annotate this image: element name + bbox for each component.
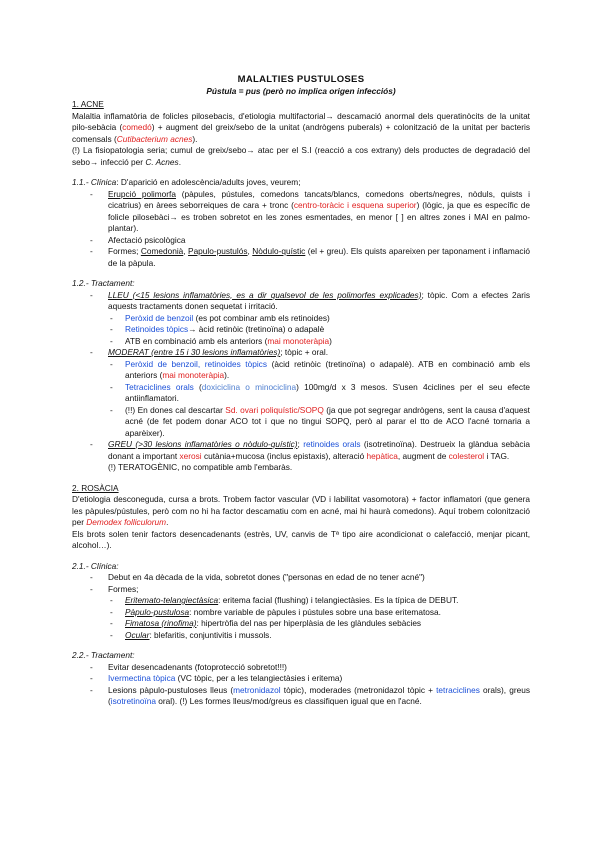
- list-item: - Erupció polimorfa (pàpules, pústules, comedons tancats/blancs, comedons oberts/negres, nòduls, quists i cicatrius) en àrees seborreiques de cara + tronc (centro-toràcic i esquena superior) (lògic, ja que es específic de folicle pilosebàci→ es troben sobretot en les zones esmentades, en menor [ ] en altres zones i MAI en palmo-plantar).: [72, 189, 530, 235]
- list-item: - Lesions pàpulo-pustuloses lleus (metronidazol tòpic), moderades (metronidazol tòpic + tetraciclines orals), greus (isotretinoïna oral). (!) Les formes lleus/mod/greus es classifiquen igual que en l'acné.: [72, 685, 530, 708]
- rosacia-triggers: Els brots solen tenir factors desencadenants (estrès, UV, canvis de Tª tipo aire acondicionat o calefacció, menjar picant, alcohol…).: [72, 528, 530, 550]
- sub-list: [108, 595, 530, 641]
- acne-clinica: 1.1.- Clínica: D'aparició en adolescència/adults joves, veurem;: [72, 177, 301, 187]
- list-item: - Debut en 4a dècada de la vida, sobretot dones ("personas en edad de no tener acné"): [72, 572, 530, 584]
- list-item: - GREU (>30 lesions inflamatòries o nòdulo-quístic); retinoides orals (isotretinoïna). Destrueix la glàndua sebàcia donant a important xerosi cutània+mucosa (inclus epistaxis), alteració hepàtica, augment de colesterol i TAG. (!) TERATOGÈNIC, no compatible amb l'embaràs.: [72, 439, 530, 474]
- rosacia-tractament-heading: 2.2.- Tractament:: [72, 650, 135, 660]
- list-item: - MODERAT (entre 15 i 30 lesions inflamatòries); tòpic + oral. - Peròxid de benzoil, retinoides tòpics (àcid retinòic (tretinoïna) o adapalè). ATB en combinació amb els anteriors (mai monoteràpia). - Tetraciclines orals (doxiciclina o minociclina) 100mg/d x 3 mesos. S'usen 4ciclines per el seu efecte antiinflamatori. - (!!) En dones cal descartar Sd. ovari poliquístic/SOPQ (ja que pot segregar andrògens, sent la causa d'aquest acné (de fet podem donar ACO tot i que no tingui SOPQ, però al parar el tto de ACO l'acné tornaria a aparèixer).: [72, 347, 530, 439]
- list-item: - Ocular: blefaritis, conjuntivitis i mussols.: [108, 630, 530, 642]
- list-item: - Afectació psicològica: [72, 235, 530, 247]
- section-heading-rosacia: 2. ROSÀCIA: [72, 482, 119, 493]
- sub-list: [108, 313, 530, 348]
- list-item: - Formes; Comedonià, Papulo-pustulós, Nòdulo-quístic (el + greu). Els quists apareixen per taponament i inflamació de la pàpula.: [72, 246, 530, 269]
- rosacia-intro: D'etiologia desconeguda, cursa a brots. Trobem factor vascular (VD i labilitat vasomotora) + factor inflamatori (que genera les pàpules/pústules, però com no hi ha factor descamatiu com en acné, mai hi haurà comedons). Aquí trobem colonització per Demodex folliculorum.: [72, 494, 530, 527]
- list-item: - Tetraciclines orals (doxiciclina o minociclina) 100mg/d x 3 mesos. S'usen 4ciclines per el seu efecte antiinflamatori.: [108, 382, 530, 405]
- document-title: MALALTIES PUSTULOSES: [237, 74, 365, 85]
- list-item: - Retinoides tòpics→ àcid retinòic (tretinoïna) o adapalè: [108, 324, 530, 336]
- acne-tractament-list: [72, 290, 530, 474]
- list-item: - LLEU (<15 lesions inflamatòries, es a dir qualsevol de les polimorfes explicades); tòpic. Com a efectes 2aris aquests tractaments donen sequetat i irritació. - Peròxid de benzoil (es pot combinar amb els retinoides) - Retinoides tòpics→ àcid retinòic (tretinoïna) o adapalè - ATB en combinació amb els anteriors (mai monoteràpia): [72, 290, 530, 348]
- acne-clinica-list: [72, 189, 530, 270]
- list-item: - Evitar desencadenants (fotoprotecció sobretot!!!): [72, 662, 530, 674]
- list-item: - Ivermectina tòpica (VC tòpic, per a les telangiectàsies i eritema): [72, 673, 530, 685]
- list-item: - Fimatosa (rinofima): hipertròfia del nas per hiperplàsia de les glàndules sebàcies: [108, 618, 530, 630]
- list-item: - ATB en combinació amb els anteriors (mai monoteràpia): [108, 336, 530, 348]
- document-page: [72, 74, 530, 708]
- rosacia-clinica-list: [72, 572, 530, 641]
- teratogen-note: (!) TERATOGÈNIC, no compatible amb l'embaràs.: [108, 462, 293, 472]
- rosacia-clinica-heading: 2.1.- Clínica:: [72, 560, 119, 571]
- section-heading-acne: 1. ACNE: [72, 99, 104, 109]
- list-item: - Peròxid de benzoil, retinoides tòpics (àcid retinòic (tretinoïna) o adapalè). ATB en combinació amb els anteriors (mai monoteràpia).: [108, 359, 530, 382]
- sub-list: [108, 359, 530, 440]
- list-item: - Peròxid de benzoil (es pot combinar amb els retinoides): [108, 313, 530, 325]
- list-item: - Formes; - Eritemato-telangiectàsica: eritema facial (flushing) i telangiectàsies. Es la típica de DEBUT. - Pàpulo-pustulosa: nombre variable de pàpules i pústules sobre una base eritematosa. - Fimatosa (rinofima): hipertròfia del nas per hiperplàsia de les glàndules sebàcies - Ocular: blefaritis, conjuntivitis i mussols.: [72, 584, 530, 642]
- list-item: - Pàpulo-pustulosa: nombre variable de pàpules i pústules sobre una base eritematosa.: [108, 607, 530, 619]
- acne-note: (!) La fisiopatologia seria; cumul de greix/sebo→ atac per el S.I (reacció a cos extrany) dels productes de degradació del sebo→ infecció per C. Acnes.: [72, 145, 530, 167]
- list-item: - (!!) En dones cal descartar Sd. ovari poliquístic/SOPQ (ja que pot segregar andrògens, sent la causa d'aquest acné (de fet podem donar ACO tot i que no tingui SOPQ, però al parar el tto de ACO l'acné tornaria a aparèixer).: [108, 405, 530, 440]
- acne-intro: Malaltia inflamatòria de folicles pilosebacis, d'etiologia multifactorial→ descamació anormal dels queratinòcits de la unitat pilo-sebàcia (comedó) + augment del greix/sebo de la unitat (andrògens puberals) + colonització de la unitat per bacteris comensals (Cutibacterium acnes).: [72, 110, 530, 144]
- acne-tractament-heading: 1.2.- Tractament:: [72, 278, 135, 288]
- list-item: - Eritemato-telangiectàsica: eritema facial (flushing) i telangiectàsies. Es la típica de DEBUT.: [108, 595, 530, 607]
- document-subtitle: Pústula = pus (però no implica origen infecciós): [206, 85, 396, 96]
- rosacia-tractament-list: [72, 662, 530, 708]
